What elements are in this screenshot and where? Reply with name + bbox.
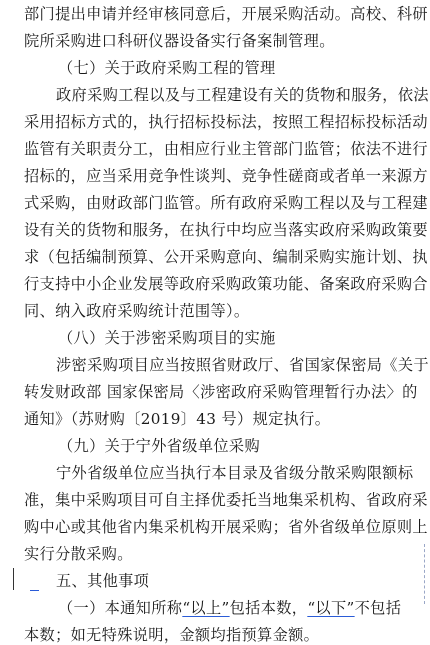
paragraph-line-with-terms (58, 598, 401, 618)
paragraph-line: 招标的，应当采用竞争性谈判、竞争性磋商或者单一来源方 (24, 167, 428, 185)
section-heading-8: （八）关于涉密采购项目的实施 (58, 329, 276, 347)
text-cursor (13, 568, 14, 590)
paragraph-line: 院所采购进口科研仪器设备实行备案制管理。 (24, 32, 335, 50)
paragraph-text: 不包括 (354, 599, 402, 617)
paragraph-line: 部门提出申请并经审核同意后，开展采购活动。高校、科研 (24, 5, 428, 23)
paragraph-line: 实行分散采购。 (24, 545, 133, 563)
paragraph-line: 求（包括编制预算、公开采购意向、编制采购实施计划、执 (24, 248, 428, 266)
paragraph-line: 转发财政部 国家保密局〈涉密政府采购管理暂行办法〉的 (24, 383, 418, 401)
paragraph-line: 行支持中小企业发展等政府采购政策功能、备案政府采购合 (24, 275, 428, 293)
section-heading-5: 五、其他事项 (56, 572, 150, 590)
paragraph-line: 准，集中采购项目可自主择优委托当地集采机构、省政府采 (24, 491, 428, 509)
paragraph-text: （一）本通知所称 (58, 599, 183, 617)
section-heading-7: （七）关于政府采购工程的管理 (58, 59, 276, 77)
paragraph-line: 采用招标方式的，执行招标投标法，按照工程招标投标活动 (24, 113, 428, 131)
paragraph-line: 涉密采购项目应当按照省财政厅、省国家保密局《关于 (56, 356, 429, 374)
paragraph-text: 包括本数， (229, 599, 308, 617)
paragraph-line: 宁外省级单位应当执行本目录及省级分散采购限额标 (56, 464, 414, 482)
paragraph-line: 本数；如无特殊说明，金额均指预算金额。 (24, 626, 320, 644)
term-below: “以下” (307, 599, 355, 617)
paragraph-line: 同、纳入政府采购统计范围等）。 (24, 302, 250, 320)
paragraph-line: 设有关的货物和服务，在执行中均应当落实政府采购政策要 (24, 221, 428, 239)
paragraph-line: 购中心或其他省内集采机构开展采购；省外省级单位原则上 (24, 518, 428, 536)
change-bar (424, 544, 426, 604)
paragraph-line: 政府采购工程以及与工程建设有关的货物和服务，依法 (56, 86, 429, 104)
term-above: “以上” (182, 599, 230, 617)
paragraph-line: 通知》（苏财购〔2019〕43 号）规定执行。 (24, 410, 331, 428)
paragraph-line: 监管有关职责分工，由相应行业主管部门监管；依法不进行 (24, 140, 428, 158)
edit-marker (30, 590, 39, 591)
section-heading-9: （九）关于宁外省级单位采购 (58, 437, 260, 455)
paragraph-line: 式采购，由财政部门监管。所有政府采购工程以及与工程建 (24, 194, 428, 212)
